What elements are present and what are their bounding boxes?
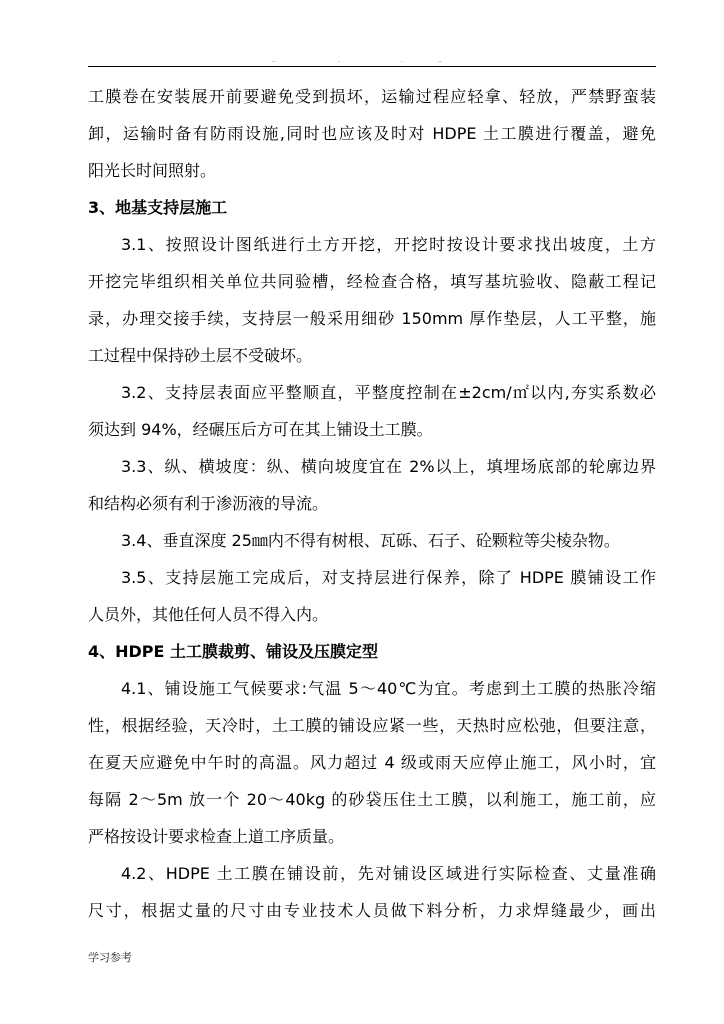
- body-line: 3.1、按照设计图纸进行土方开挖，开挖时按设计要求找出坡度，土方: [121, 235, 656, 254]
- body-line: 人员外，其他任何人员不得入内。: [88, 605, 329, 624]
- body-line: 严格按设计要求检查上道工序质量。: [88, 827, 345, 846]
- header-mark: ..: [438, 57, 442, 64]
- section-heading: 3、地基支持层施工: [88, 198, 228, 217]
- body-line: 阳光长时间照射。: [88, 161, 217, 180]
- body-line: 尺寸，根据丈量的尺寸由专业技术人员做下料分析，力求焊缝最少，画出: [88, 901, 656, 920]
- body-line: 3.4、垂直深度 25㎜内不得有树根、瓦砾、石子、砼颗粒等尖棱杂物。: [121, 531, 620, 550]
- body-line: 须达到 94%，经碾压后方可在其上铺设土工膜。: [88, 420, 433, 439]
- section-heading: 4、HDPE 土工膜裁剪、铺设及压膜定型: [88, 642, 379, 661]
- body-line: 4.2、HDPE 土工膜在铺设前，先对铺设区域进行实际检查、丈量准确: [121, 864, 656, 883]
- body-line: 3.5、支持层施工完成后，对支持层进行保养，除了 HDPE 膜铺设工作: [121, 568, 656, 587]
- body-line: 工膜卷在安装展开前要避免受到损坏，运输过程应轻拿、轻放，严禁野蛮装: [88, 87, 656, 106]
- body-line: 工过程中保持砂土层不受破坏。: [88, 346, 313, 365]
- body-line: 开挖完毕组织相关单位共同验槽，经检查合格，填写基坑验收、隐蔽工程记: [88, 272, 656, 291]
- body-line: 和结构必须有利于渗沥液的导流。: [88, 494, 329, 513]
- page-footer: 学习参考: [88, 951, 132, 964]
- header-mark: .: [401, 57, 403, 64]
- document-body: [88, 78, 656, 929]
- header-mark: .: [338, 57, 340, 64]
- body-line: 3.2、支持层表面应平整顺直，平整度控制在±2cm/㎡以内,夯实系数必: [121, 383, 656, 402]
- body-line: 3.3、纵、横坡度：纵、横向坡度宜在 2%以上，填埋场底部的轮廓边界: [121, 457, 656, 476]
- body-line: 每隔 2～5m 放一个 20～40kg 的砂袋压住土工膜，以利施工，施工前，应: [88, 790, 656, 809]
- body-line: 在夏天应避免中午时的高温。风力超过 4 级或雨天应停止施工，风小时，宜: [88, 753, 656, 772]
- page-header-marks: [88, 58, 656, 66]
- body-line: 4.1、铺设施工气候要求:气温 5～40℃为宜。考虑到土工膜的热胀冷缩: [121, 679, 656, 698]
- header-mark: ..: [272, 57, 276, 64]
- header-rule: [88, 66, 656, 67]
- body-line: 性，根据经验，天冷时，土工膜的铺设应紧一些，天热时应松弛，但要注意，: [88, 716, 656, 735]
- body-line: 卸，运输时备有防雨设施,同时也应该及时对 HDPE 土工膜进行覆盖，避免: [88, 124, 656, 143]
- body-line: 录，办理交接手续，支持层一般采用细砂 150mm 厚作垫层，人工平整，施: [88, 309, 656, 328]
